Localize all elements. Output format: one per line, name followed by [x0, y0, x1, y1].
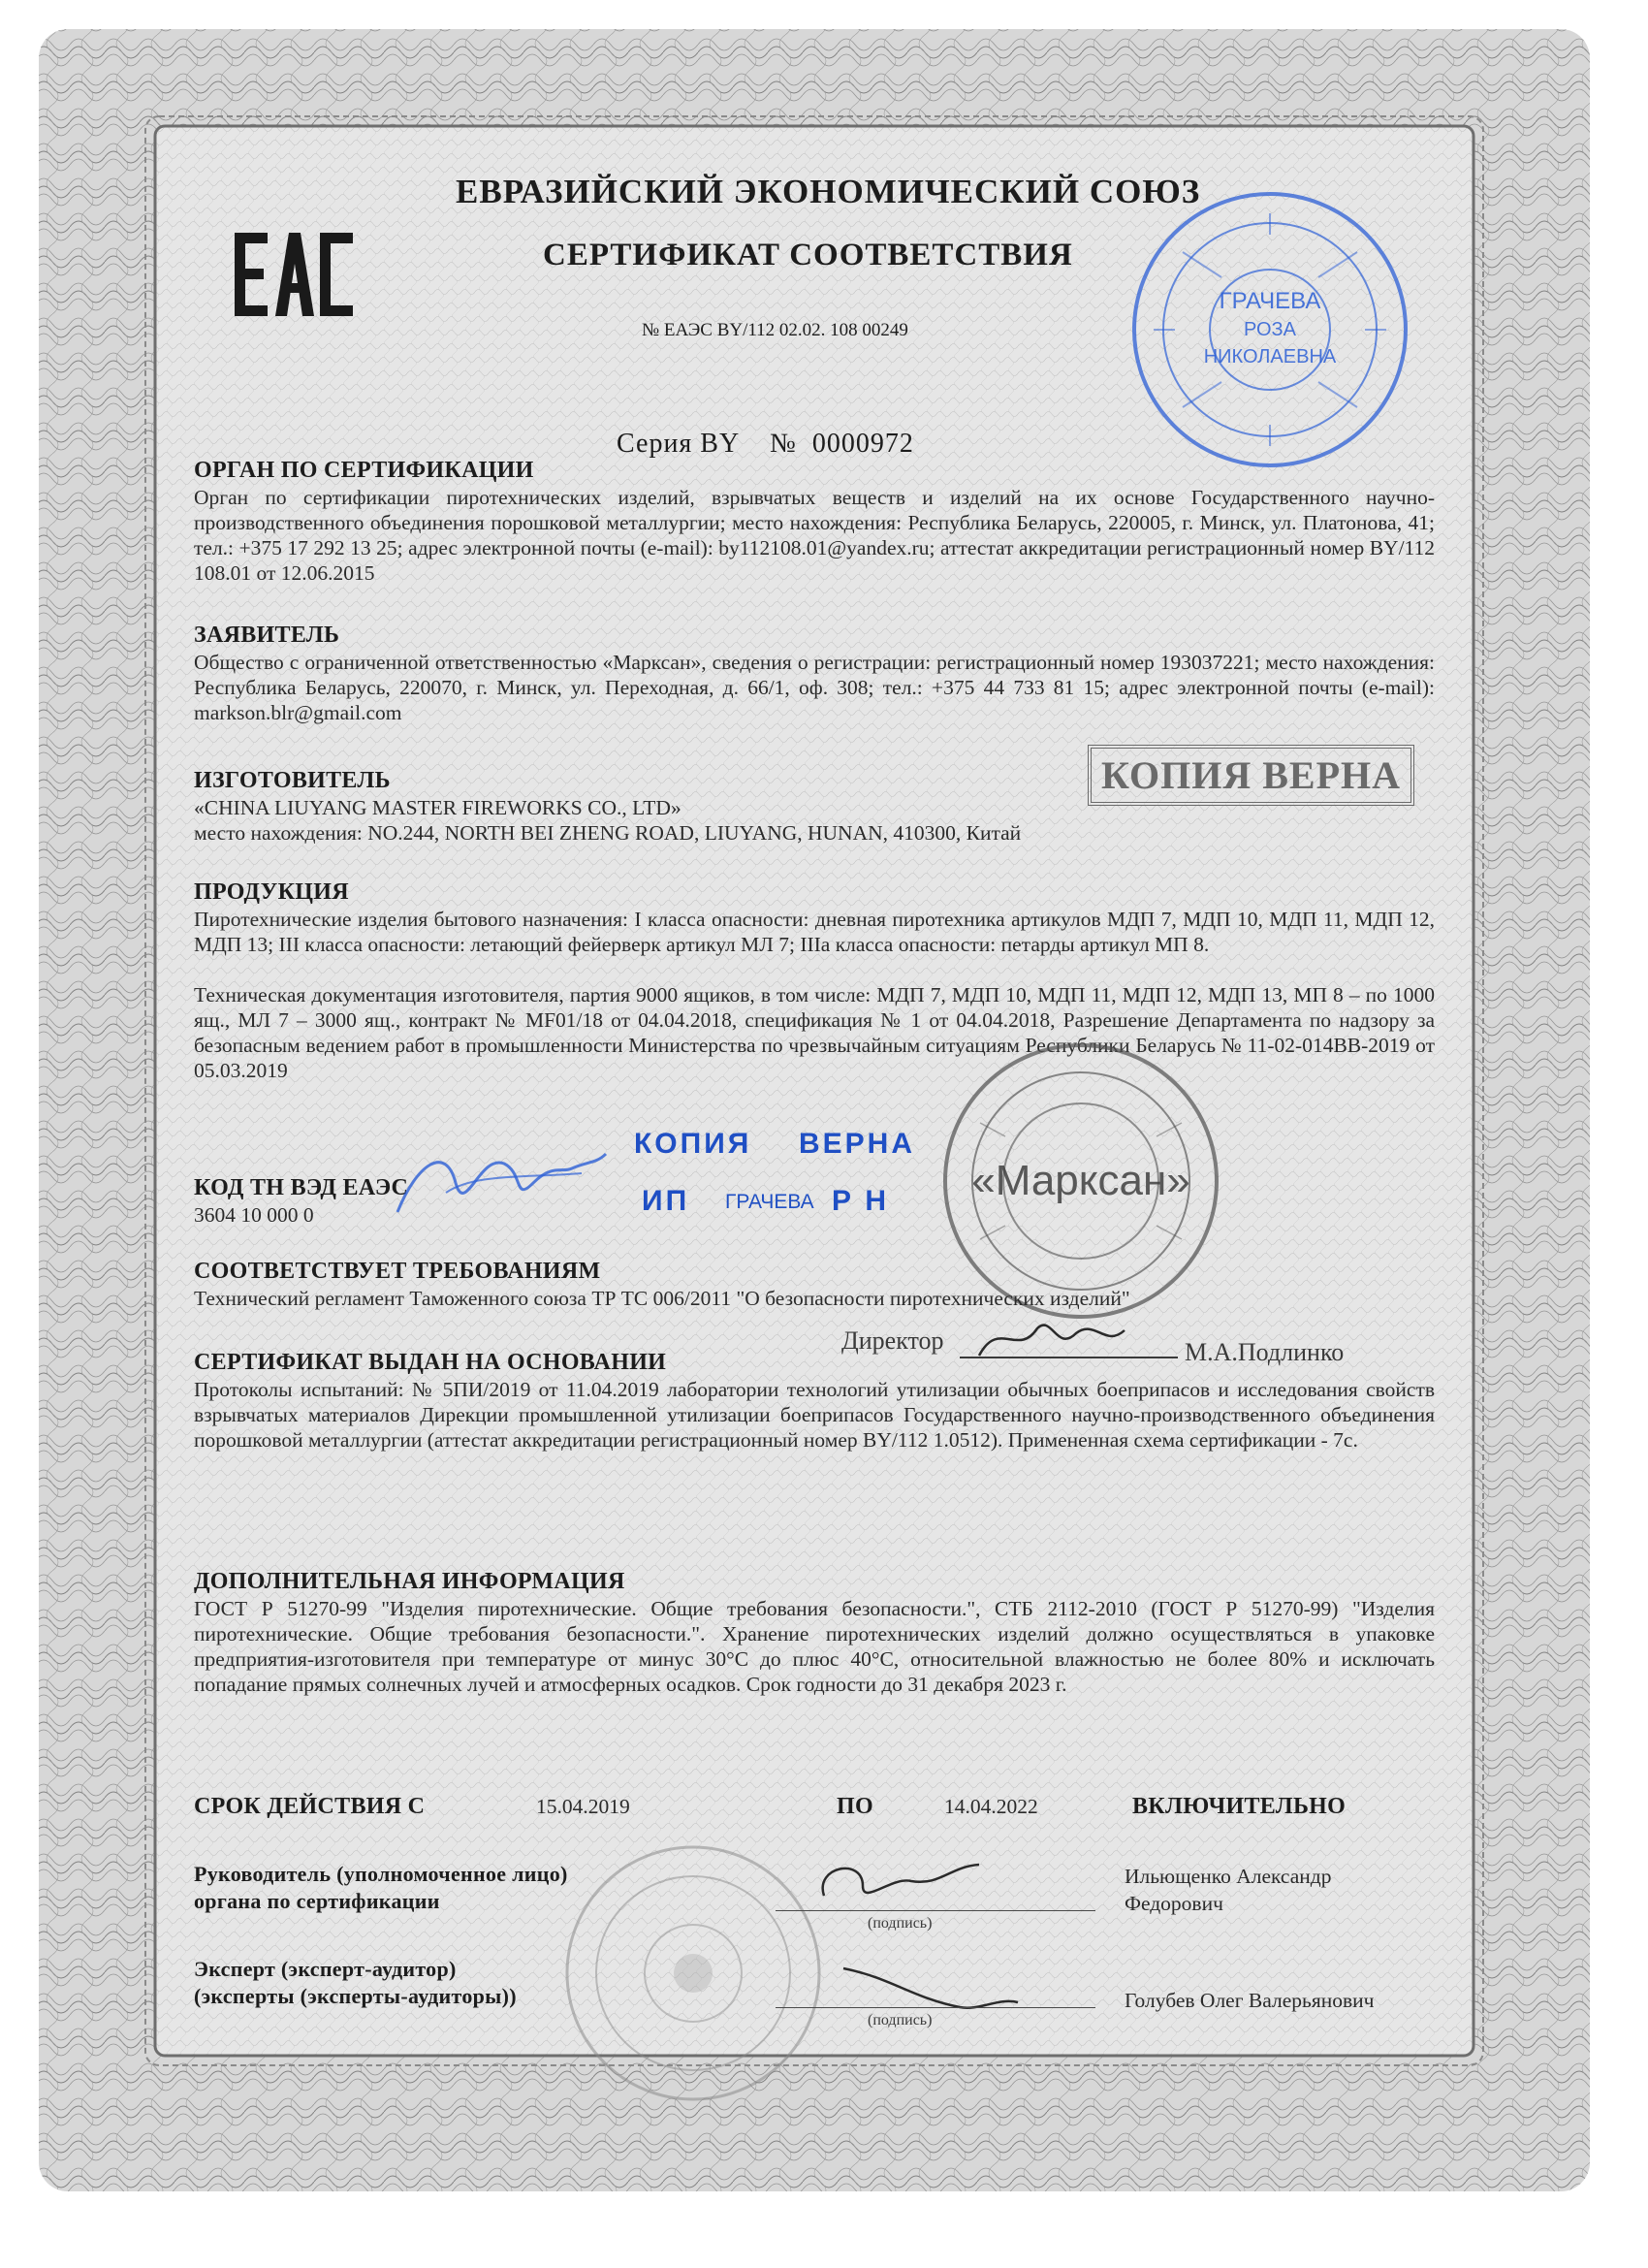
validity-inclusive: ВКЛЮЧИТЕЛЬНО: [1132, 1794, 1347, 1819]
basis-heading: СЕРТИФИКАТ ВЫДАН НА ОСНОВАНИИ: [194, 1350, 667, 1375]
validity-label: СРОК ДЕЙСТВИЯ С: [194, 1794, 426, 1819]
organ-heading: ОРГАН ПО СЕРТИФИКАЦИИ: [194, 458, 534, 483]
head-label-2: органа по сертификации: [194, 1889, 440, 1913]
expert-label-1: Эксперт (эксперт-аудитор): [194, 1957, 457, 1981]
director-label: Директор: [841, 1326, 944, 1355]
manufacturer-heading: ИЗГОТОВИТЕЛЬ: [194, 768, 391, 793]
eac-logo: [231, 225, 357, 322]
head-signature-line: [776, 1910, 1095, 1911]
stamp-name-1: ГРАЧЕВА: [1219, 288, 1321, 314]
manufacturer-name: «CHINA LIUYANG MASTER FIREWORKS CO., LTD»: [194, 796, 681, 819]
product-text-1: Пиротехнические изделия бытового назначения: I класса опасности: дневная пиротехника артикулов МДП 7, МДП 10, МДП 11, МДП 12, МДП 13; III класса опасности: летающий фейерверк артикул МЛ 7; IIIа класса опасности: петарды артикул МП 8.: [194, 908, 1435, 956]
stamp-name-2: РОЗА: [1244, 319, 1296, 340]
additional-heading: ДОПОЛНИТЕЛЬНАЯ ИНФОРМАЦИЯ: [194, 1569, 625, 1594]
union-title: ЕВРАЗИЙСКИЙ ЭКОНОМИЧЕСКИЙ СОЮЗ: [456, 173, 1201, 210]
copy-stamp-line2-left: ИП: [642, 1185, 690, 1217]
copy-stamp-line1-right: ВЕРНА: [799, 1128, 916, 1160]
signature-caption-2: (подпись): [868, 2012, 933, 2028]
series-number: Серия BY № 0000972: [617, 429, 914, 459]
conforms-text: Технический регламент Таможенного союза ТР ТС 006/2011 "О безопасности пиротехнических изделий": [194, 1287, 1130, 1310]
stamp-name-3: НИКОЛАЕВНА: [1203, 346, 1337, 367]
signature-caption-1: (подпись): [868, 1915, 933, 1932]
product-text-2: Техническая документация изготовителя, партия 9000 ящиков, в том числе: МДП 7, МДП 10, МДП 11, МДП 12, МДП 13, МП 8 – по 1000 ящ., МЛ 7 – 3000 ящ., контракт № MF01/18 от 04.04.2018, спецификация № 1 от 04.04.2018, Разрешение Департамента по надзору за безопасным ведением работ в промышленности Министерства по чрезвычайным ситуациям Республики Беларусь № 11-02-014ВВ-2019 от 05.03.2019: [194, 983, 1435, 1082]
eac-logo-mark: [231, 225, 357, 322]
expert-signature-line: [776, 2007, 1095, 2008]
head-label-1: Руководитель (уполномоченное лицо): [194, 1862, 568, 1886]
expert-name: Голубев Олег Валерьянович: [1125, 1989, 1375, 2012]
company-seal: [935, 1036, 1226, 1326]
copy-stamp-line1-left: КОПИЯ: [634, 1128, 752, 1160]
applicant-text: Общество с ограниченной ответственностью «Марксан», сведения о регистрации: регистрационный номер 193037221; место нахождения: Республика Беларусь, 220070, г. Минск, ул. Переходная, д. 66/1, оф. 308; тел.: +375 44 733 81 15; адрес электронной почты (e-mail): markson.blr@gmail.com: [194, 651, 1435, 724]
product-heading: ПРОДУКЦИЯ: [194, 879, 349, 905]
code-value: 3604 10 000 0: [194, 1203, 314, 1227]
director-signature: [960, 1309, 1183, 1367]
certificate-number: № ЕАЭС BY/112 02.02. 108 00249: [642, 320, 908, 340]
conforms-heading: СООТВЕТСТВУЕТ ТРЕБОВАНИЯМ: [194, 1259, 601, 1284]
additional-text: ГОСТ Р 51270-99 "Изделия пиротехнические. Общие требования безопасности.", СТБ 2112-2010 (ГОСТ Р 51270-99) "Изделия пиротехнические. Общие требования безопасности.". Хранение пиротехнических изделий должно осуществляться в упаковке предприятия-изготовителя при температуре от минус 30°С до плюс 40°С, относительной влажностью не более 80% и исключать попадание прямых солнечных лучей и атмосферных осадков. Срок годности до 31 декабря 2023 г.: [194, 1597, 1435, 1696]
certificate-title: СЕРТИФИКАТ СООТВЕТСТВИЯ: [543, 238, 1073, 272]
seal-company-name: «Марксан»: [971, 1157, 1190, 1204]
head-name-2: Федорович: [1125, 1892, 1223, 1915]
signature-copy: [388, 1125, 611, 1231]
validity-to-label: ПО: [837, 1794, 873, 1819]
code-heading: КОД ТН ВЭД ЕАЭС: [194, 1175, 409, 1200]
expert-label-2: (эксперты (эксперты-аудиторы)): [194, 1984, 517, 2008]
certification-body-seal: [557, 1837, 829, 2109]
copy-stamp-line2-right: Р Н: [832, 1185, 890, 1217]
director-name: М.А.Подлинко: [1185, 1338, 1345, 1366]
entrepreneur-stamp: [1125, 184, 1415, 475]
head-name-1: Ильющенко Александр: [1125, 1865, 1332, 1888]
basis-text: Протоколы испытаний: № 5ПИ/2019 от 11.04.2019 лаборатории технологий утилизации обычных боеприпасов и исследования свойств взрывчатых материалов Дирекции промышленной утилизации боеприпасов Государственного научно-производственного объединения порошковой металлургии (аттестат аккредитации регистрационный номер BY/112 1.0512). Примененная схема сертификации - 7с.: [194, 1378, 1435, 1452]
applicant-heading: ЗАЯВИТЕЛЬ: [194, 623, 340, 648]
head-signature: [795, 1847, 1018, 1915]
manufacturer-address: место нахождения: NO.244, NORTH BEI ZHENG ROAD, LIUYANG, HUNAN, 410300, Китай: [194, 821, 1022, 845]
validity-to: 14.04.2022: [944, 1795, 1038, 1818]
validity-from: 15.04.2019: [536, 1795, 630, 1818]
copy-true-stamp-box: КОПИЯ ВЕРНА: [1088, 745, 1414, 806]
copy-stamp-line2-mid: ГРАЧЕВА: [725, 1191, 814, 1213]
organ-text: Орган по сертификации пиротехнических изделий, взрывчатых веществ и изделий на их основе Государственного научно-производственного объединения порошковой металлургии; место нахождения: Республика Беларусь, 220005, г. Минск, ул. Платонова, 41; тел.: +375 17 292 13 25; адрес электронной почты (e-mail): by112108.01@yandex.ru; аттестат аккредитации регистрационный номер BY/112 108.01 от 12.06.2015: [194, 486, 1435, 585]
